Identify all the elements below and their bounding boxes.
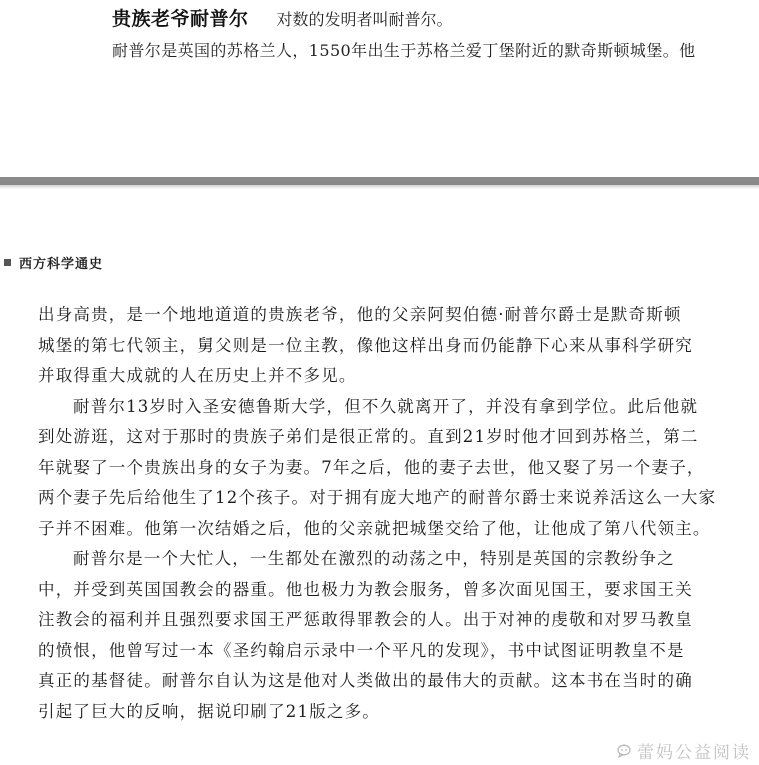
- body-line: 的愤恨，他曾写过一本《圣约翰启示录中一个平凡的发现》，书中试图证明教皇不是: [38, 640, 685, 660]
- page-divider-shadow: [0, 185, 759, 189]
- watermark-text: 蕾妈公益阅读: [637, 743, 751, 763]
- body-line: 到处游逛，这对于那时的贵族子弟们是很正常的。直到21岁时他才回到苏格兰，第二: [38, 427, 699, 446]
- body-line: 引起了巨大的反响，据说印刷了21版之多。: [38, 701, 380, 721]
- previous-page-fragment: [0, 0, 759, 180]
- section-heading-intro: 对数的发明者叫耐普尔。: [276, 10, 453, 29]
- section-heading-title: 贵族老爷耐普尔: [112, 8, 249, 30]
- body-line: 出身高贵，是一个地地道道的贵族老爷，他的父亲阿契伯德·耐普尔爵士是默奇斯顿: [38, 305, 682, 324]
- watermark: [617, 738, 751, 763]
- chat-bubble-icon: [617, 744, 633, 758]
- body-line: 两个妻子先后给他生了12个孩子。对于拥有庞大地产的耐普尔爵士来说养活这么一大家: [38, 488, 717, 507]
- body-line: 并取得重大成就的人在历史上并不多见。: [38, 366, 357, 385]
- body-text: [38, 300, 728, 727]
- body-line: 耐普尔13岁时入圣安德鲁斯大学，但不久就离开了，并没有拿到学位。此后他就: [73, 396, 699, 416]
- body-line: 中，并受到英国国教会的器重。他也极力为教会服务，曾多次面见国王，要求国王关: [38, 579, 693, 599]
- running-header-title: 西方科学通史: [19, 256, 104, 272]
- page-divider: [0, 177, 759, 185]
- body-line: 城堡的第七代领主，舅父则是一位主教，像他这样出身而仍能静下心来从事科学研究: [38, 335, 693, 355]
- body-line: 年就娶了一个贵族出身的女子为妻。7年之后，他的妻子去世，他又娶了另一个妻子，: [38, 457, 705, 477]
- header-square-icon: [4, 259, 11, 266]
- body-line: 子并不困难。他第一次结婚之后，他的父亲就把城堡交给了他，让他成了第八代领主。: [38, 518, 711, 538]
- body-line: 真正的基督徒。耐普尔自认为这是他对人类做出的最伟大的贡献。这本书在当时的确: [38, 671, 693, 690]
- body-line: 耐普尔是一个大忙人，一生都处在激烈的动荡之中，特别是英国的宗教纷争之: [73, 549, 675, 568]
- section-heading: [112, 4, 453, 31]
- running-header: [0, 252, 103, 272]
- top-paragraph: 耐普尔是英国的苏格兰人，1550年出生于苏格兰爱丁堡附近的默奇斯顿城堡。他: [112, 41, 696, 60]
- body-line: 注教会的福利并且强烈要求国王严惩敢得罪教会的人。出于对神的虔敬和对罗马教皇: [38, 610, 693, 629]
